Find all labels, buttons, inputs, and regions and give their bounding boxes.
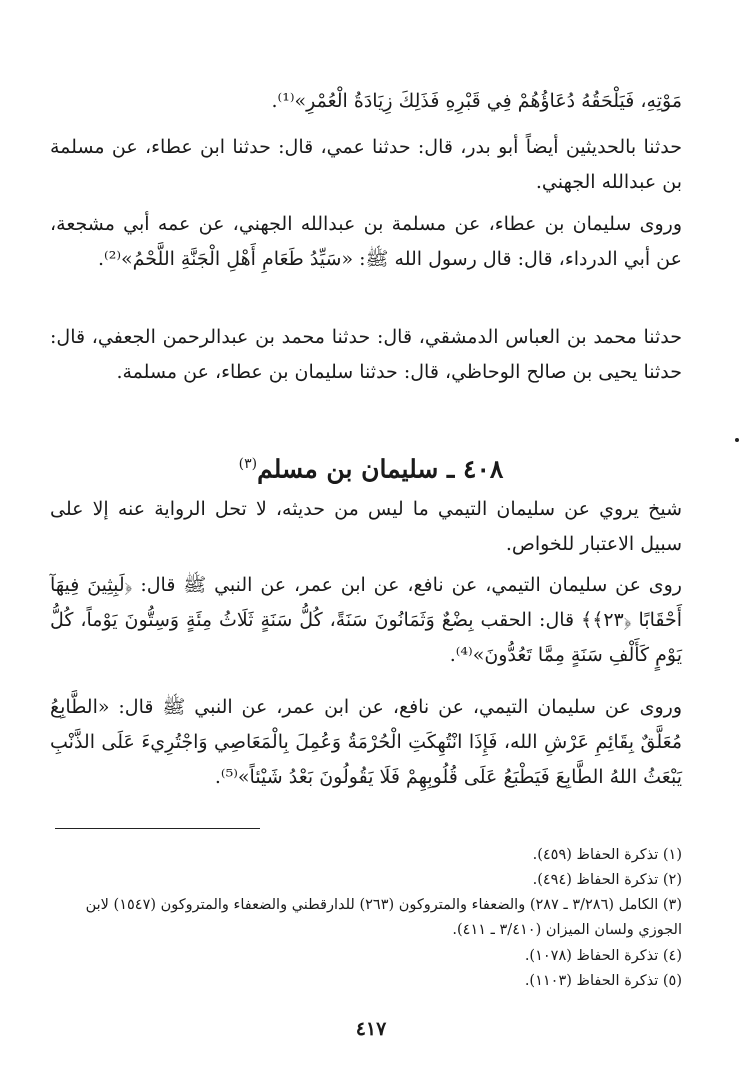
paragraph-1: مَوْتِهِ، فَيَلْحَقُهُ دُعَاؤُهُمْ فِي قَبْرِهِ فَذَلِكَ زِيَادَةُ الْعُمْرِ»⁽¹⁾.	[271, 90, 682, 112]
heading-footnote-ref: (٣)	[238, 456, 258, 472]
paragraph-6: روى عن سليمان التيمي، عن نافع، عن ابن عمر، عن النبي ﷺ قال: ﴿لَبِثِينَ فِيهَآ أَحْقَابًا ﴿٢٣﴾﴾ قال: الحقب بِضْعٌ وَثَمَانُونَ سَنَةً، كُلُّ سَنَةٍ ثَلَاثُ مِئَةٍ وَسِتُّونَ يَوْماً، كُلُّ يَوْمٍ كَأَلْفِ سَنَةٍ مِمَّا تَعُدُّونَ»⁽⁴⁾.	[50, 574, 682, 666]
page-number: ٤١٧	[355, 1018, 387, 1040]
footnote-1: (١) تذكرة الحفاظ (٤٥٩).	[532, 847, 682, 863]
paragraph-3: وروى سليمان بن عطاء، عن مسلمة بن عبدالله الجهني، عن عمه أبي مشجعة، عن أبي الدرداء، قال: قال رسول الله ﷺ: «سَيِّدُ طَعَامِ أَهْلِ الْجَنَّةِ اللَّحْمُ»⁽²⁾.	[50, 213, 682, 270]
paragraph-4: حدثنا محمد بن العباس الدمشقي، قال: حدثنا محمد بن عبدالرحمن الجعفي، قال: حدثنا يحيى بن صالح الوحاظي، قال: حدثنا سليمان بن عطاء، عن مسلمة.	[50, 326, 682, 383]
footnote-separator	[55, 828, 260, 829]
footnote-2: (٢) تذكرة الحفاظ (٤٩٤).	[532, 872, 682, 888]
paragraph-5: شيخ يروي عن سليمان التيمي ما ليس من حديثه، لا تحل الرواية عنه إلا على سبيل الاعتبار للخواص.	[50, 498, 682, 555]
paragraph-2: حدثنا بالحديثين أيضاً أبو بدر، قال: حدثنا عمي، قال: حدثنا ابن عطاء، عن مسلمة بن عبدالله الجهني.	[50, 136, 682, 193]
footnote-3: (٣) الكامل (٣/٢٨٦ ـ ٢٨٧) والضعفاء والمتروكون (٢٦٣) للدارقطني والضعفاء والمتروكون (١٥٤٧) لابن الجوزي ولسان الميزان (٣/٤١٠ ـ ٤١١).	[85, 897, 682, 938]
section-heading	[0, 442, 742, 491]
footnote-5: (٥) تذكرة الحفاظ (١١٠٣).	[524, 973, 682, 989]
heading-title: ٤٠٨ ـ سليمان بن مسلم	[257, 454, 504, 484]
footnote-4: (٤) تذكرة الحفاظ (١٠٧٨).	[524, 948, 682, 964]
paragraph-7: وروى عن سليمان التيمي، عن نافع، عن ابن عمر، عن النبي ﷺ قال: «الطَّابِعُ مُعَلَّقٌ بِقَائِمِ عَرْشِ الله، فَإِذَا انْتُهِكَتِ الْحُرْمَةُ وَعُمِلَ بِالْمَعَاصِي وَاجْتُرِيءَ عَلَى الذَّنْبِ يَبْعَثُ اللهُ الطَّابِعَ فَيَطْبَعُ عَلَى قُلُوبِهِمْ فَلَا يَقُولُونَ بَعْدُ شَيْئاً»⁽⁵⁾.	[50, 696, 682, 788]
